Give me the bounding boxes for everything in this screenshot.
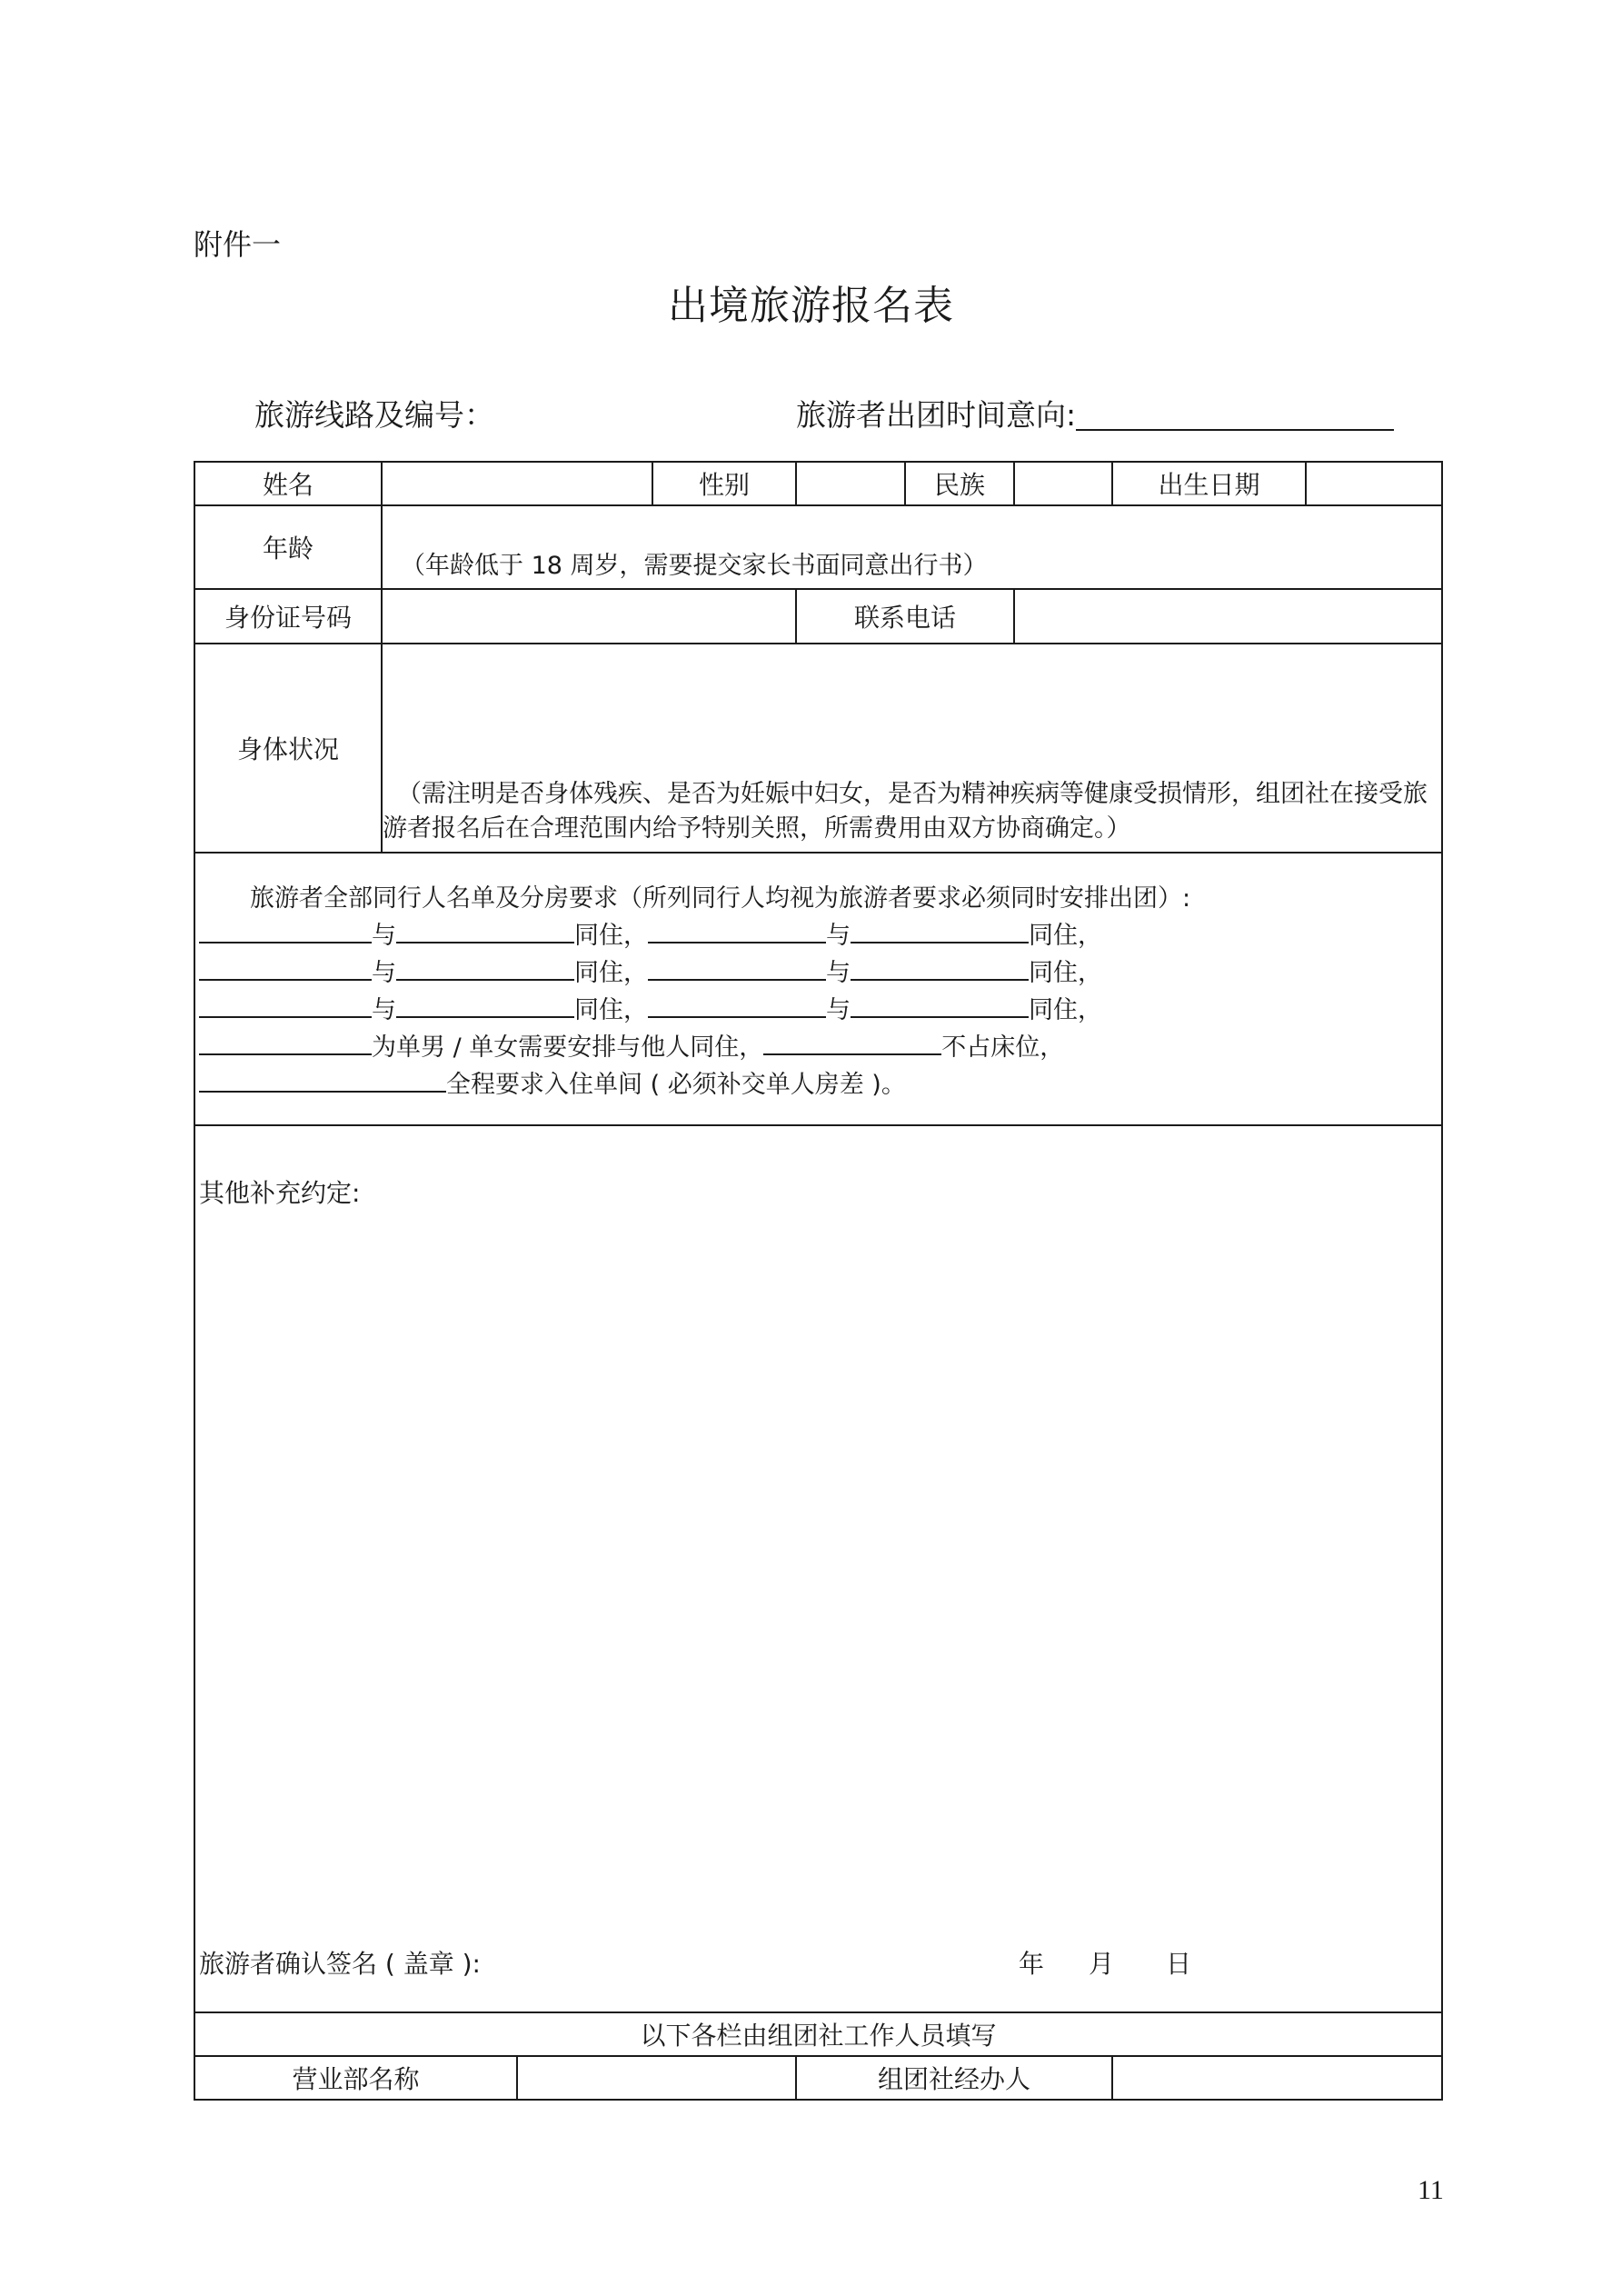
companion-name-blank[interactable] xyxy=(199,991,372,1018)
date-day-label: 日 xyxy=(1166,1949,1192,1979)
attachment-label: 附件一 xyxy=(194,227,282,262)
agent-label: 组团社经办人 xyxy=(796,2056,1112,2100)
stay-together-text: 同住， xyxy=(1029,996,1102,1024)
companion-name-blank[interactable] xyxy=(199,916,372,943)
route-label: 旅游线路及编号： xyxy=(254,397,494,433)
with-text: 与 xyxy=(826,996,851,1024)
date-month-label: 月 xyxy=(1089,1949,1115,1979)
row-staff-fields xyxy=(194,2056,1442,2100)
departure-intent-line xyxy=(1076,429,1394,431)
row-id-phone xyxy=(194,589,1442,644)
stay-together-text: 同住， xyxy=(574,996,648,1024)
birthdate-label: 出生日期 xyxy=(1112,462,1306,505)
with-text: 与 xyxy=(826,959,851,987)
registration-form-table xyxy=(194,461,1443,2101)
companion-name-blank[interactable] xyxy=(396,991,574,1018)
row-basic-info xyxy=(194,462,1442,505)
companion-name-blank[interactable] xyxy=(851,916,1029,943)
companion-name-blank[interactable] xyxy=(851,991,1029,1018)
health-label: 身体状况 xyxy=(194,644,382,853)
stay-together-text: 同住， xyxy=(1029,922,1102,950)
id-number-value-cell[interactable] xyxy=(382,589,796,644)
room-pair-line xyxy=(199,953,1441,991)
row-staff-header xyxy=(194,2012,1442,2056)
gender-label: 性别 xyxy=(652,462,796,505)
age-note: （年龄低于 18 周岁，需要提交家长书面同意出行书） xyxy=(401,552,988,580)
agent-value-cell[interactable] xyxy=(1112,2056,1442,2100)
other-agreements-label: 其他补充约定: xyxy=(199,1178,361,1208)
staff-section-header: 以下各栏由组团社工作人员填写 xyxy=(194,2012,1442,2056)
stay-together-text: 同住， xyxy=(1029,959,1102,987)
stay-together-text: 同住， xyxy=(574,922,648,950)
age-value-cell[interactable] xyxy=(382,505,1442,589)
phone-value-cell[interactable] xyxy=(1014,589,1442,644)
no-bed-text: 不占床位， xyxy=(941,1033,1065,1062)
ethnicity-label: 民族 xyxy=(905,462,1014,505)
row-other-agreements xyxy=(194,1125,1442,2012)
departure-intent-label: 旅游者出团时间意向: xyxy=(796,397,1077,433)
stay-together-text: 同住， xyxy=(574,959,648,987)
companion-name-blank[interactable] xyxy=(648,953,826,981)
companions-cell xyxy=(194,853,1442,1125)
row-health xyxy=(194,644,1442,853)
row-age xyxy=(194,505,1442,589)
health-note: （需注明是否身体残疾、是否为妊娠中妇女，是否为精神疾病等健康受损情形，组团社在接受旅游者报名后在合理范围内给予特别关照，所需费用由双方协商确定。） xyxy=(383,780,1428,843)
room-pair-line xyxy=(199,991,1441,1028)
with-text: 与 xyxy=(372,996,396,1024)
companion-name-blank[interactable] xyxy=(851,953,1029,981)
single-room-share-line xyxy=(199,1028,1441,1065)
branch-name-value-cell[interactable] xyxy=(517,2056,796,2100)
ethnicity-value-cell[interactable] xyxy=(1014,462,1112,505)
id-number-label: 身份证号码 xyxy=(194,589,382,644)
name-value-cell[interactable] xyxy=(382,462,652,505)
companion-name-blank[interactable] xyxy=(396,953,574,981)
with-text: 与 xyxy=(372,959,396,987)
companion-name-blank[interactable] xyxy=(199,1028,372,1055)
companion-name-blank[interactable] xyxy=(763,1028,941,1055)
gender-value-cell[interactable] xyxy=(796,462,905,505)
with-text: 与 xyxy=(372,922,396,950)
signature-label: 旅游者确认签名 ( 盖章 ): xyxy=(199,1949,481,1979)
companion-name-blank[interactable] xyxy=(648,991,826,1018)
companions-header: 旅游者全部同行人名单及分房要求（所列同行人均视为旅游者要求必须同时安排出团）: xyxy=(250,884,1191,913)
page-number: 11 xyxy=(1418,2175,1444,2205)
room-pair-line xyxy=(199,916,1441,953)
form-title: 出境旅游报名表 xyxy=(668,283,954,329)
single-share-text: 为单男 / 单女需要安排与他人同住， xyxy=(372,1033,764,1062)
single-room-line xyxy=(199,1065,1441,1103)
health-value-cell[interactable] xyxy=(382,644,1442,853)
companion-name-blank[interactable] xyxy=(648,916,826,943)
other-agreements-cell[interactable] xyxy=(194,1125,1442,2012)
single-room-text: 全程要求入住单间 ( 必须补交单人房差 )。 xyxy=(446,1071,906,1099)
branch-name-label: 营业部名称 xyxy=(194,2056,517,2100)
companion-name-blank[interactable] xyxy=(199,1065,446,1093)
companion-name-blank[interactable] xyxy=(396,916,574,943)
phone-label: 联系电话 xyxy=(796,589,1014,644)
age-label: 年龄 xyxy=(194,505,382,589)
row-companions xyxy=(194,853,1442,1125)
companion-name-blank[interactable] xyxy=(199,953,372,981)
with-text: 与 xyxy=(826,922,851,950)
birthdate-value-cell[interactable] xyxy=(1306,462,1442,505)
date-year-label: 年 xyxy=(1019,1949,1045,1979)
name-label: 姓名 xyxy=(194,462,382,505)
